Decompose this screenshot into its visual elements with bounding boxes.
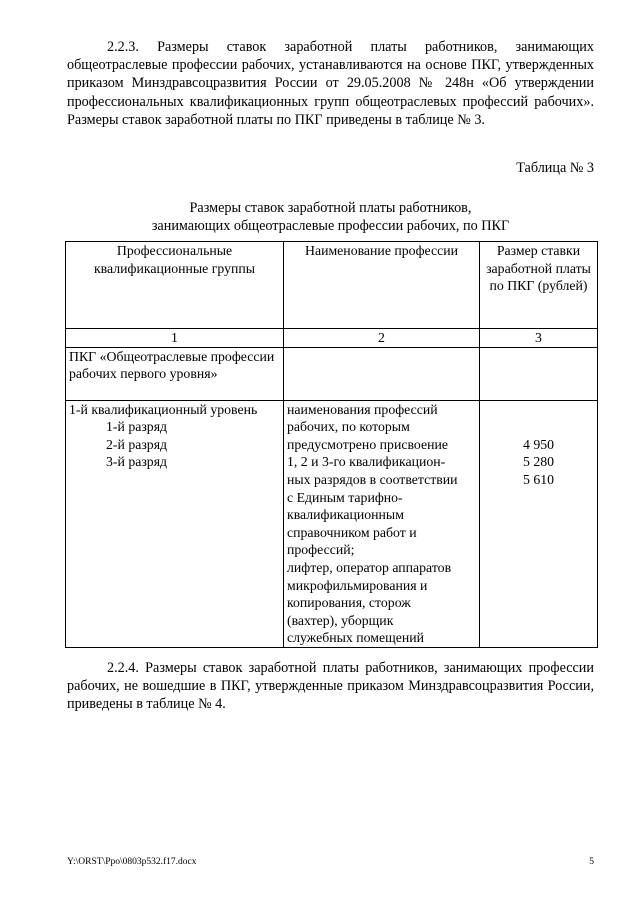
group-row — [66, 347, 598, 400]
rate-cell — [480, 400, 598, 647]
column-number: 1 — [66, 329, 284, 348]
profession-line: (вахтер), уборщик — [287, 612, 394, 628]
table-label: Таблица № 3 — [516, 160, 594, 176]
profession-line: наименования профессий — [287, 401, 438, 417]
level-title: 1-й квалификационный уровень — [69, 401, 258, 417]
profession-line: рабочих, по которым — [287, 419, 410, 435]
page-number: 5 — [589, 857, 594, 867]
profession-line: справочником работ и — [287, 524, 417, 540]
profession-line: профессий; — [287, 542, 355, 558]
profession-line: лифтер, оператор аппаратов — [287, 559, 452, 575]
group-title: ПКГ «Общеотраслевые профессии рабочих первого уровня» — [66, 347, 284, 400]
level-cell — [66, 400, 284, 647]
header-cell: Профессиональные квалификационные группы — [66, 242, 284, 329]
table-row — [66, 400, 598, 647]
header-cell: Наименование профессии — [284, 242, 480, 329]
empty-cell — [480, 347, 598, 400]
rate-value: 5 280 — [522, 454, 555, 470]
rate-value: 5 610 — [522, 471, 555, 487]
paragraph-2-2-3 — [67, 38, 594, 129]
profession-line: 1, 2 и 3-го квалификацион- — [287, 454, 446, 470]
paragraph-number: 2.2.3. — [107, 39, 139, 55]
table-title — [67, 199, 594, 235]
profession-line: микрофильмирования и — [287, 577, 428, 593]
table-title-line: занимающих общеотраслевые профессии рабочих, по ПКГ — [151, 218, 510, 235]
table-title-line: Размеры ставок заработной платы работников, — [189, 200, 472, 216]
profession-line: копирования, сторож — [287, 595, 411, 611]
profession-line: с Единым тарифно- — [287, 489, 403, 505]
grade-label: 2-й разряд — [106, 436, 168, 452]
footer-file-path: Y:\ORST\Ppo\0803p532.f17.docx — [67, 857, 197, 867]
paragraph-2-2-4 — [67, 659, 594, 714]
header-cell: Размер ставки заработной платы по ПКГ (рублей) — [480, 242, 598, 329]
profession-line: предусмотрено присвоение — [287, 436, 448, 452]
profession-line: ных разрядов в соответствии — [287, 471, 458, 487]
profession-line: служебных помещений — [287, 630, 424, 646]
column-number: 2 — [284, 329, 480, 348]
empty-cell — [284, 347, 480, 400]
column-number: 3 — [480, 329, 598, 348]
table-header-row — [66, 242, 598, 329]
rates-table — [65, 241, 598, 648]
profession-line: квалификационным — [287, 507, 404, 523]
profession-cell — [284, 400, 480, 647]
grade-label: 3-й разряд — [106, 454, 168, 470]
paragraph-number: 2.2.4. — [107, 660, 139, 676]
paragraph-text: Размеры ставок заработной платы работников, занимающих общеотраслевые профессии рабочих, устанавливаются на основе ПКГ, утвержденных приказом Минздравсоцразвития России от 29.05.2008 № 248н «Об утверждении профессиональных квалификационных групп общеотраслевых профессий рабочих». Размеры ставок заработной платы по ПКГ приведены в таблице № 3. — [67, 39, 594, 128]
paragraph-text: Размеры ставок заработной платы работников, занимающих профессии рабочих, не вошедшие в ПКГ, утвержденные приказом Минздравсоцразвития России, приведены в таблице № 4. — [67, 660, 594, 713]
rate-value: 4 950 — [522, 436, 555, 452]
grade-label: 1-й разряд — [106, 419, 168, 435]
column-number-row — [66, 329, 598, 348]
